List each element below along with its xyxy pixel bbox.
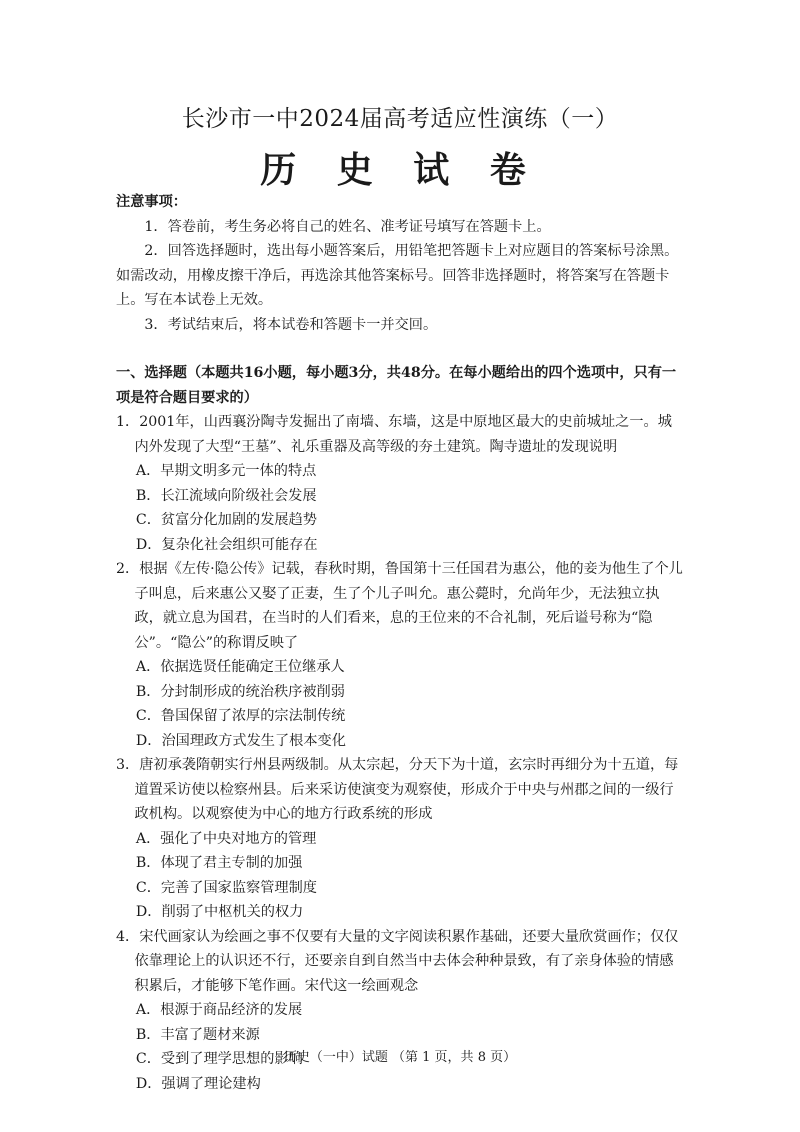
option-d: D．削弱了中枢机关的权力	[135, 904, 304, 920]
option-a: A．依据选贤任能确定王位继承人	[135, 659, 345, 675]
question-stem: 1．2001年，山西襄汾陶寺发掘出了南墙、东墙，这是中原地区最大的史前城址之一。城内外发现了大型“王墓”、礼乐重器及高等级的夯土建筑。陶寺遗址的发现说明	[116, 414, 672, 455]
option-d: D．治国理政方式发生了根本变化	[135, 732, 346, 749]
option-c: C．鲁国保留了浓厚的宗法制传统	[135, 708, 346, 724]
question-2	[116, 557, 686, 753]
notice-item: 1．答卷前，考生务必将自己的姓名、准考证号填写在答题卡上。	[144, 218, 551, 235]
notice-item: 3．考试结束后，将本试卷和答题卡一并交回。	[144, 316, 438, 333]
option-b: B．长江流域向阶级社会发展	[135, 487, 317, 504]
option-d: D．复杂化社会组织可能存在	[135, 536, 318, 553]
exam-body	[116, 190, 686, 1096]
option-a: A．早期文明多元一体的特点	[135, 463, 317, 479]
question-3	[116, 753, 686, 925]
notice-item: 2．回答选择题时，选出每小题答案后，用铅笔把答题卡上对应题目的答案标号涂黑。如需改动，用橡皮擦干净后，再选涂其他答案标号。回答非选择题时，将答案写在答题卡上。写在本试卷上无效。	[116, 243, 679, 308]
option-b: B．分封制形成的统治秩序被削弱	[135, 683, 345, 700]
page-footer: 历史（一中）试题 （第 1 页，共 8 页）	[283, 1050, 517, 1065]
exam-title: 长沙市一中2024届高考适应性演练（一）	[181, 106, 619, 132]
option-b: B．丰富了题材来源	[135, 1026, 260, 1043]
option-a: A．强化了中央对地方的管理	[135, 830, 317, 847]
subject-title: 历 史 试 卷	[260, 149, 540, 191]
question-stem: 2．根据《左传·隐公传》记载，春秋时期，鲁国第十三任国君为惠公，他的妾为他生了个儿子叫息，后来惠公又娶了正妻，生了个儿子叫允。惠公薨时，允尚年少，无法独立执政，就立息为国君，在当时的人们看来，息的王位来的不合礼制，死后谥号称为“隐公”。“隐公”的称谓反映了	[116, 561, 683, 651]
question-4	[116, 925, 686, 1097]
question-1	[116, 410, 686, 557]
section-heading: 一、选择题（本题共16小题，每小题3分，共48分。在每小题给出的四个选项中，只有一项是符合题目要求的）	[116, 365, 677, 406]
option-c: C．受到了理学思想的影响	[135, 1051, 303, 1067]
option-c: C．贫富分化加剧的发展趋势	[135, 512, 317, 528]
option-a: A．根源于商品经济的发展	[135, 1002, 303, 1018]
option-b: B．体现了君主专制的加强	[135, 855, 303, 871]
option-c: C．完善了国家监察管理制度	[135, 879, 317, 896]
question-stem: 3．唐初承袭隋朝实行州县两级制。从太宗起，分天下为十道，玄宗时再细分为十五道，每道置采访使以检察州县。后来采访使演变为观察使，形成介于中央与州郡之间的一级行政机构。以观察使为中心的地方行政系统的形成	[116, 757, 679, 822]
notice-heading: 注意事项：	[116, 194, 187, 210]
option-d: D．强调了理论建构	[135, 1075, 261, 1092]
question-stem: 4．宋代画家认为绘画之事不仅要有大量的文字阅读积累作基础，还要大量欣赏画作；仅仅依靠理论上的认识还不行，还要亲自到自然当中去体会种种景致，有了亲身体验的情感积累后，才能够下笔作画。宋代这一绘画观念	[116, 928, 679, 994]
